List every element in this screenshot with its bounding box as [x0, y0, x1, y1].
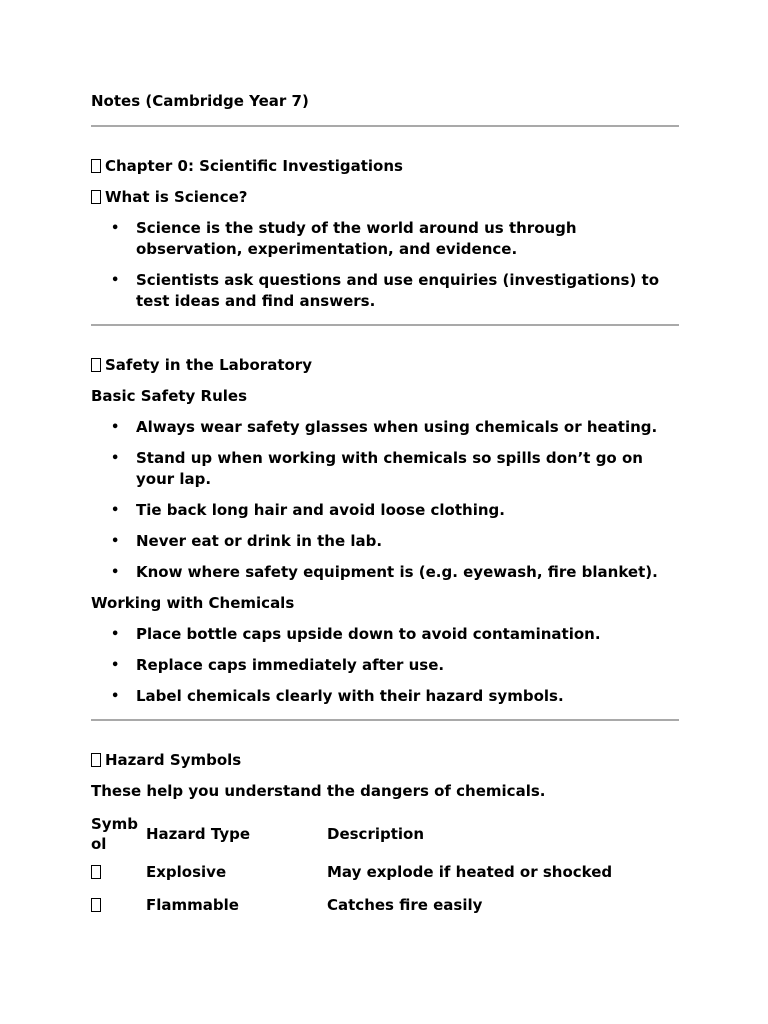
basic-safety-rules-list: [91, 417, 679, 583]
list-item: • Stand up when working with chemicals so spills don’t go on your lap.: [111, 449, 643, 488]
column-header-hazard-type: Hazard Type: [146, 825, 251, 843]
list-item: • Always wear safety glasses when using chemicals or heating.: [111, 418, 658, 436]
missing-glyph-icon: [91, 898, 101, 912]
missing-glyph-icon: [91, 753, 101, 767]
missing-glyph-icon: [91, 159, 101, 173]
column-header-symbol: Symbol: [91, 815, 138, 853]
missing-glyph-icon: [91, 190, 101, 204]
hazard-intro: These help you understand the dangers of chemicals.: [91, 782, 546, 800]
list-item: • Place bottle caps upside down to avoid contamination.: [111, 625, 601, 643]
list-item: • Scientists ask questions and use enquiries (investigations) to test ideas and find answers.: [111, 271, 660, 310]
science-bullet-list: [91, 218, 679, 312]
divider: [91, 125, 679, 127]
list-item: • Replace caps immediately after use.: [111, 656, 445, 674]
divider: [91, 719, 679, 721]
list-item: • Science is the study of the world around us through observation, experimentation, and evidence.: [111, 219, 577, 258]
table-header-row: [91, 812, 679, 856]
hazard-symbols-heading: Hazard Symbols: [91, 750, 679, 771]
chemicals-rules-list: [91, 624, 679, 707]
list-item: • Know where safety equipment is (e.g. eyewash, fire blanket).: [111, 563, 658, 581]
what-is-science-heading: What is Science?: [91, 187, 679, 208]
hazard-description-cell: May explode if heated or shocked: [327, 863, 613, 881]
missing-glyph-icon: [91, 865, 101, 879]
hazard-type-cell: Explosive: [146, 863, 227, 881]
hazard-description-cell: Catches fire easily: [327, 896, 483, 914]
divider: [91, 324, 679, 326]
missing-glyph-icon: [91, 358, 101, 372]
column-header-description: Description: [327, 825, 425, 843]
basic-safety-rules-label: Basic Safety Rules: [91, 387, 248, 405]
list-item: • Tie back long hair and avoid loose clothing.: [111, 501, 505, 519]
hazard-table: [91, 812, 679, 922]
document-title: Notes (Cambridge Year 7): [91, 92, 309, 110]
document-content: [91, 91, 679, 922]
table-row: [91, 856, 679, 889]
safety-heading: Safety in the Laboratory: [91, 355, 679, 376]
hazard-type-cell: Flammable: [146, 896, 239, 914]
list-item: • Never eat or drink in the lab.: [111, 532, 383, 550]
table-row: [91, 889, 679, 922]
list-item: • Label chemicals clearly with their hazard symbols.: [111, 687, 564, 705]
working-with-chemicals-label: Working with Chemicals: [91, 594, 295, 612]
chapter-heading: Chapter 0: Scientific Investigations: [91, 156, 679, 177]
